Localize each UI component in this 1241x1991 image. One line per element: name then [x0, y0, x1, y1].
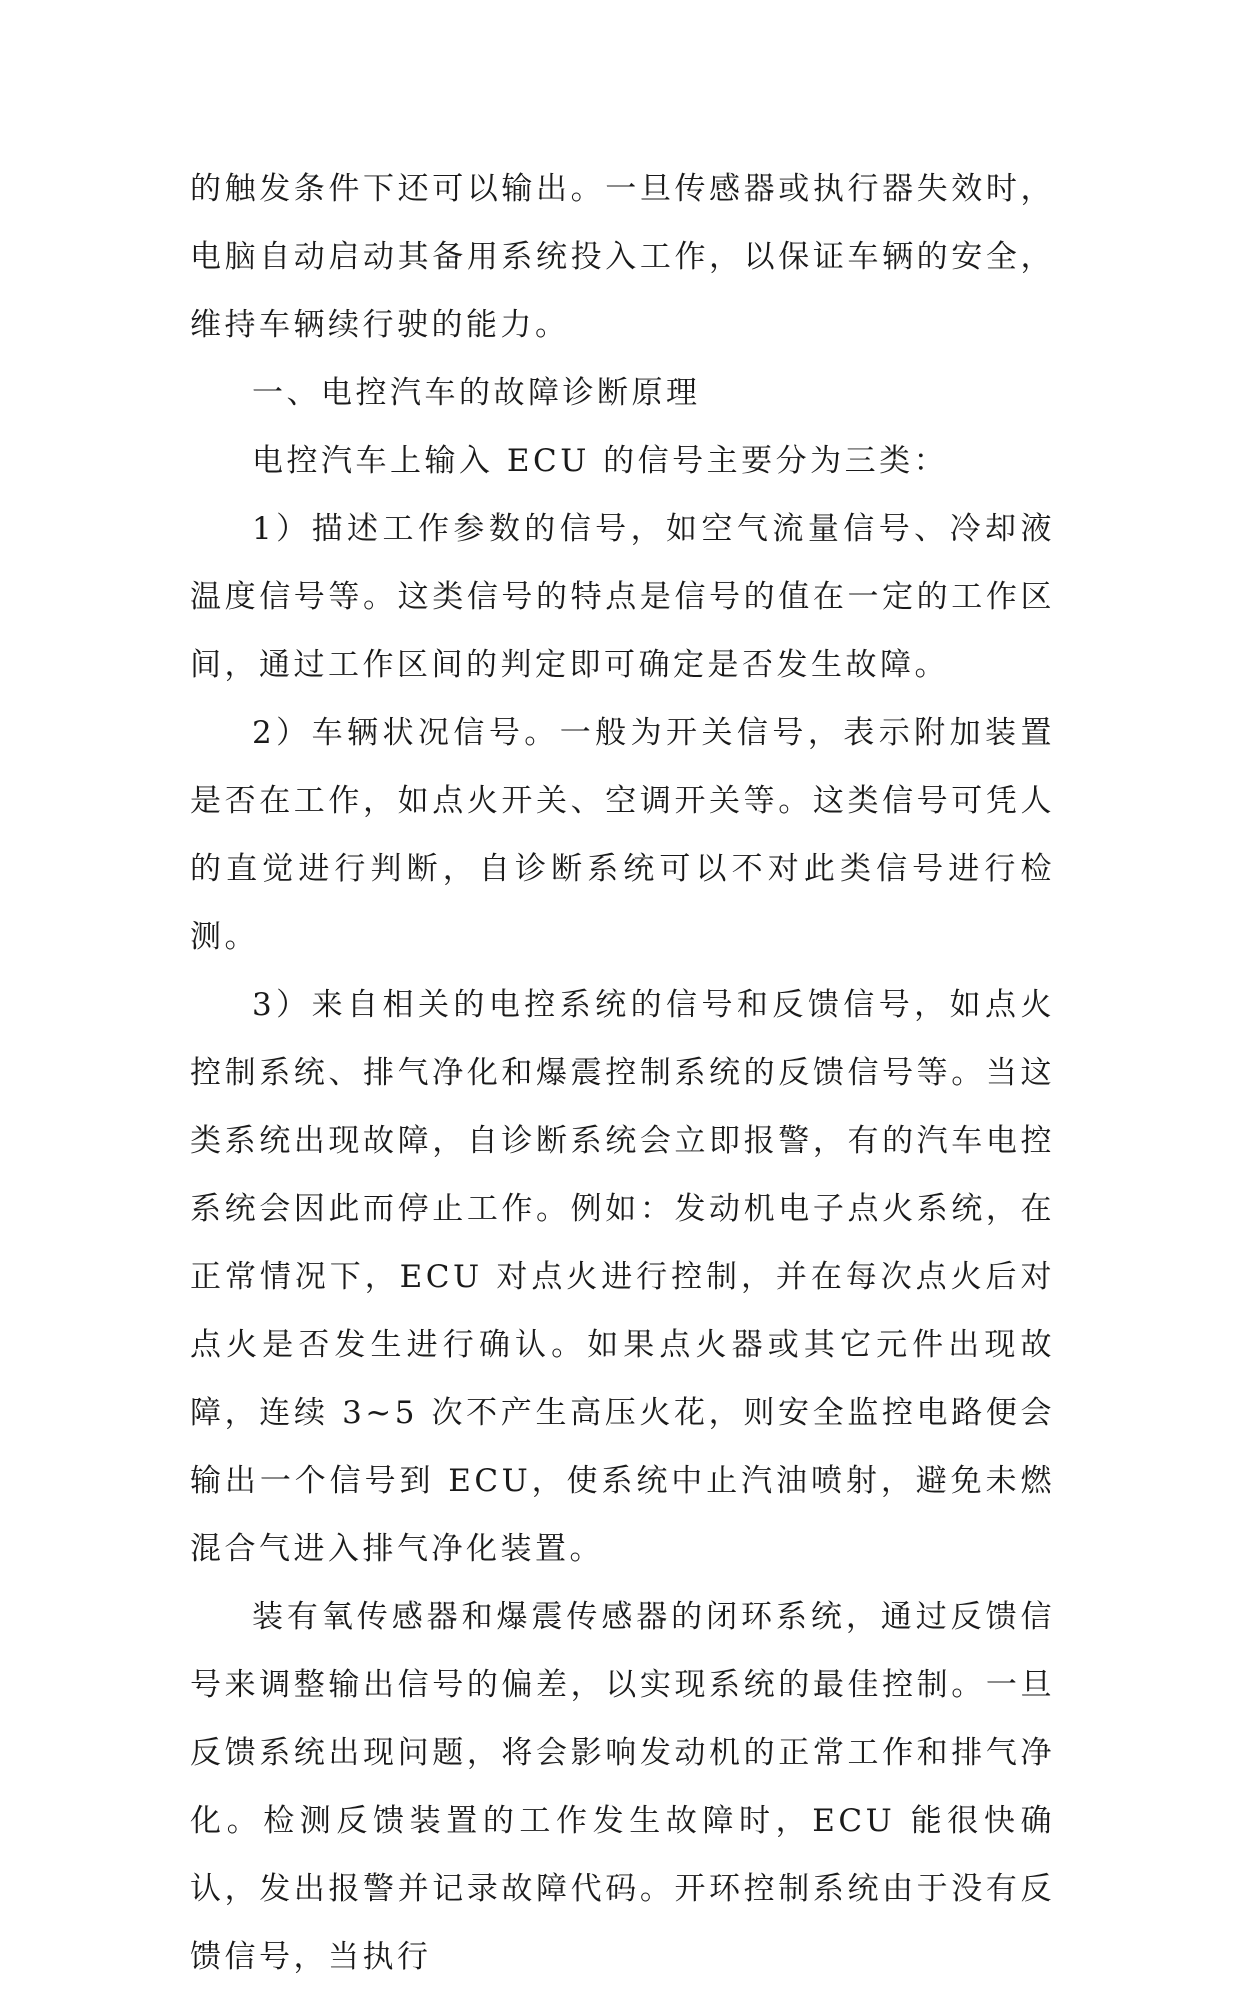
list-item-2: 2）车辆状况信号。一般为开关信号，表示附加装置是否在工作，如点火开关、空调开关等。这类信号可凭人的直觉进行判断，自诊断系统可以不对此类信号进行检测。	[190, 715, 1055, 955]
list-item-1: 1）描述工作参数的信号，如空气流量信号、冷却液温度信号等。这类信号的特点是信号的值在一定的工作区间，通过工作区间的判定即可确定是否发生故障。	[190, 511, 1055, 683]
list-item-3: 3）来自相关的电控系统的信号和反馈信号，如点火控制系统、排气净化和爆震控制系统的反馈信号等。当这类系统出现故障，自诊断系统会立即报警，有的汽车电控系统会因此而停止工作。例如：发动机电子点火系统，在正常情况下，ECU 对点火进行控制，并在每次点火后对点火是否发生进行确认。如果点火器或其它元件出现故障，连续 3~5 次不产生高压火花，则安全监控电路便会输出一个信号到 ECU，使系统中止汽油喷射，避免未燃混合气进入排气净化装置。	[190, 987, 1055, 1567]
section-heading: 一、电控汽车的故障诊断原理	[252, 375, 701, 411]
paragraph-2: 电控汽车上输入 ECU 的信号主要分为三类：	[252, 443, 949, 479]
document-page	[190, 155, 1055, 1991]
paragraph-3: 装有氧传感器和爆震传感器的闭环系统，通过反馈信号来调整输出信号的偏差，以实现系统的最佳控制。一旦反馈系统出现问题，将会影响发动机的正常工作和排气净化。检测反馈装置的工作发生故障时，ECU 能很快确认，发出报警并记录故障代码。开环控制系统由于没有反馈信号，当执行	[190, 1599, 1055, 1975]
paragraph-1: 的触发条件下还可以输出。一旦传感器或执行器失效时，电脑自动启动其备用系统投入工作，以保证车辆的安全，维持车辆续行驶的能力。	[190, 171, 1055, 343]
